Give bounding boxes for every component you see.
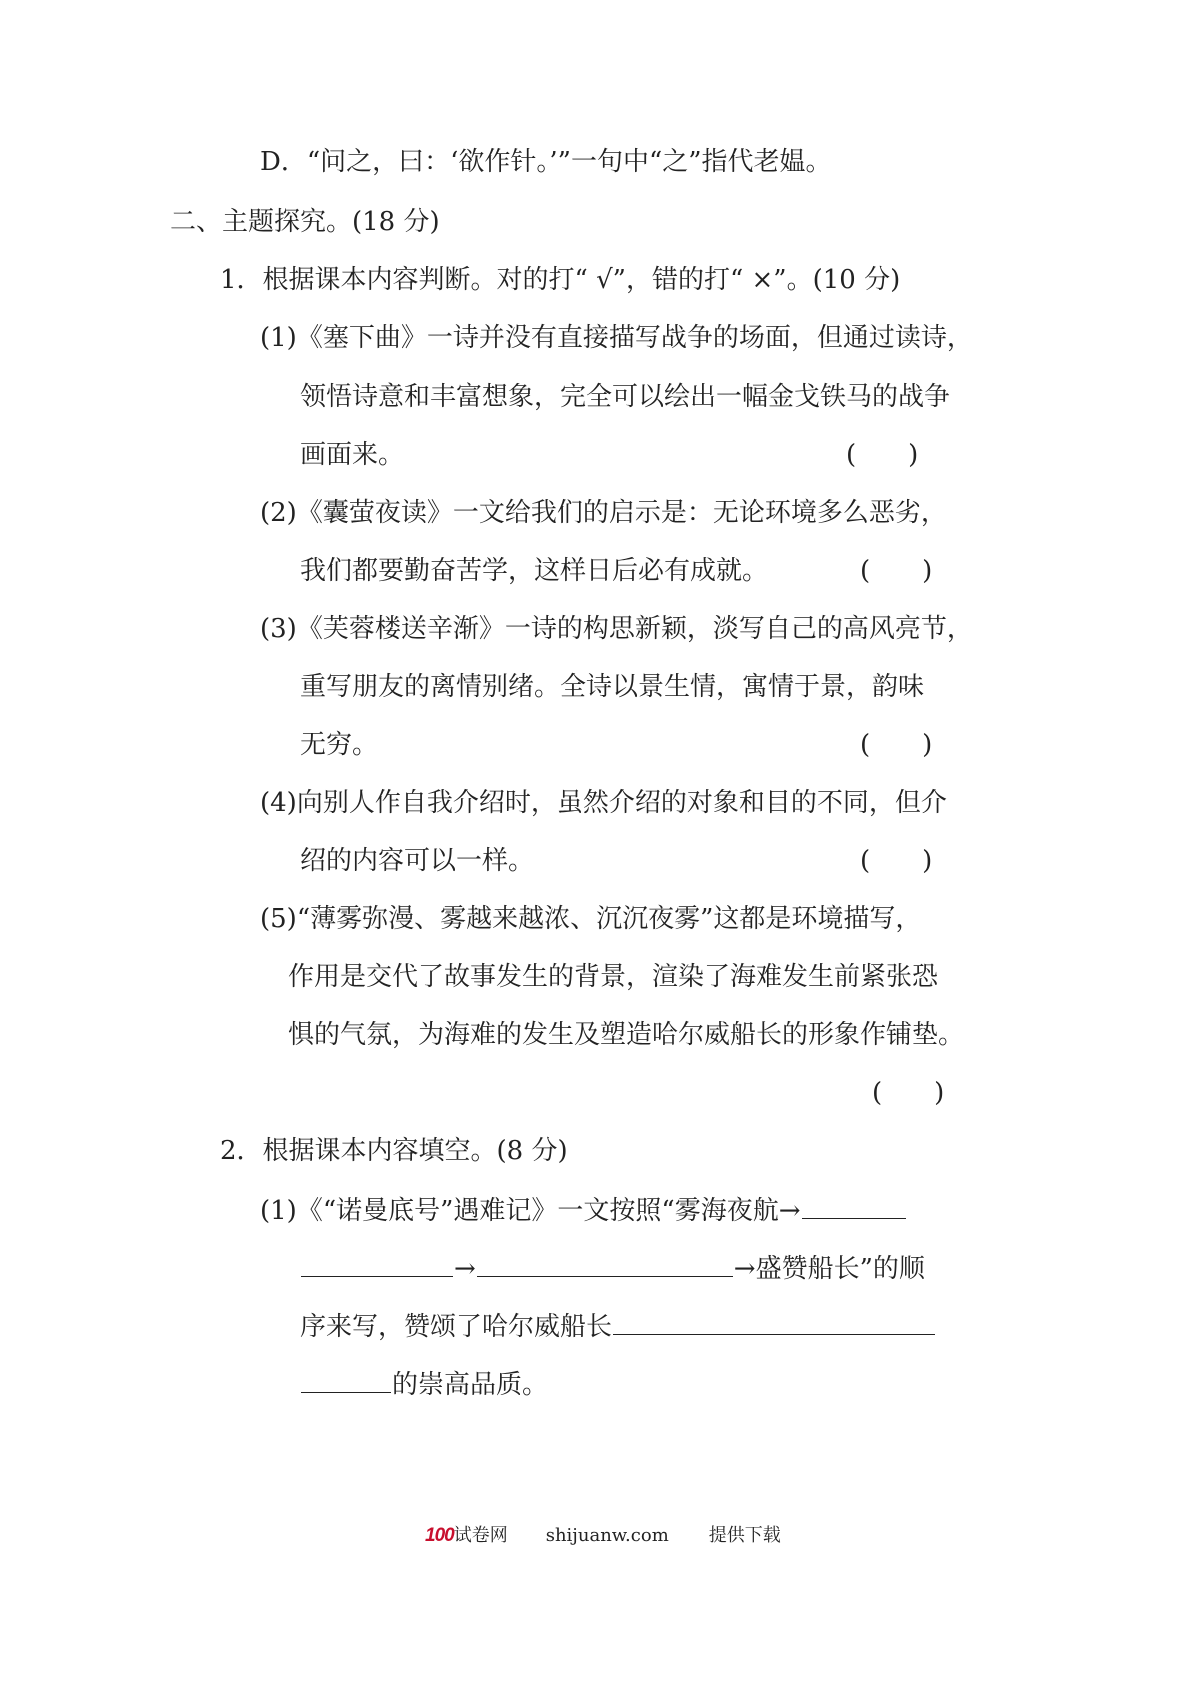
- q1-item-2-line-1: (2)《囊萤夜读》一文给我们的启示是：无论环境多么恶劣，: [260, 498, 947, 528]
- download-note: 提供下载: [708, 1525, 781, 1546]
- q2-item-1-line-3: [300, 1308, 936, 1344]
- section-2-title: 二、主题探究。(18 分): [170, 207, 440, 237]
- page-footer: [425, 1523, 781, 1549]
- q2-item-1-text: (1)《“诺曼底号”遇难记》一文按照“雾海夜航→: [260, 1196, 801, 1226]
- fill-blank-1[interactable]: [802, 1192, 906, 1219]
- q1-item-1-line-2: 领悟诗意和丰富想象，完全可以绘出一幅金戈铁马的战争: [300, 382, 951, 412]
- q2-item-1-line-4: [300, 1366, 548, 1402]
- question-1-title: 1．根据课本内容判断。对的打“ √”，错的打“ ×”。(10 分): [220, 265, 901, 295]
- q1-item-3-line-1: (3)《芙蓉楼送辛渐》一诗的构思新颖，淡写自己的高风亮节，: [260, 614, 973, 644]
- q1-item-1-answer-paren: ( ): [846, 440, 919, 470]
- q2-item-1-text-2: 序来写，赞颂了哈尔威船长: [300, 1312, 613, 1342]
- q1-item-5-line-2: 作用是交代了故事发生的背景，渲染了海难发生前紧张恐: [288, 962, 939, 992]
- q1-item-4-line-2: 绍的内容可以一样。: [300, 846, 535, 876]
- q1-item-2-answer-paren: ( ): [860, 556, 933, 586]
- q1-item-4-line-1: (4)向别人作自我介绍时，虽然介绍的对象和目的不同，但介: [260, 788, 947, 818]
- q2-item-1-text-end: →盛赞船长”的顺: [733, 1254, 925, 1284]
- q1-item-5-line-1: (5)“薄雾弥漫、雾越来越浓、沉沉夜雾”这都是环境描写，: [260, 904, 922, 934]
- option-d: D．“问之，曰：‘欲作针。’”一句中“之”指代老媪。: [260, 147, 832, 177]
- fill-blank-5[interactable]: [301, 1366, 391, 1393]
- q1-item-1-line-1: (1)《塞下曲》一诗并没有直接描写战争的场面，但通过读诗，: [260, 323, 973, 353]
- fill-blank-3[interactable]: [477, 1250, 733, 1277]
- q1-item-3-answer-paren: ( ): [860, 730, 933, 760]
- q1-item-3-line-2: 重写朋友的离情别绪。全诗以景生情，寓情于景，韵味: [300, 672, 925, 702]
- arrow-symbol: →: [454, 1254, 476, 1284]
- q1-item-1-line-3: 画面来。: [300, 440, 405, 470]
- fill-blank-4[interactable]: [613, 1308, 935, 1335]
- q1-item-4-answer-paren: ( ): [860, 846, 933, 876]
- q2-item-1-line-2: [300, 1250, 925, 1286]
- q2-item-1-line-1: [260, 1192, 907, 1228]
- site-url: shijuanw.com: [545, 1525, 669, 1546]
- q1-item-5-line-3: 惧的气氛，为海难的发生及塑造哈尔威船长的形象作铺垫。: [288, 1020, 965, 1050]
- q1-item-2-line-2: 我们都要勤奋苦学，这样日后必有成就。: [300, 556, 769, 586]
- site-logo: 100: [425, 1525, 454, 1546]
- fill-blank-2[interactable]: [301, 1250, 453, 1277]
- q2-item-1-text-3: 的崇高品质。: [392, 1370, 549, 1400]
- q1-item-3-line-3: 无穷。: [300, 730, 379, 760]
- q1-item-5-answer-paren: ( ): [872, 1078, 945, 1108]
- site-name: 试卷网: [453, 1525, 508, 1546]
- question-2-title: 2．根据课本内容填空。(8 分): [220, 1136, 568, 1166]
